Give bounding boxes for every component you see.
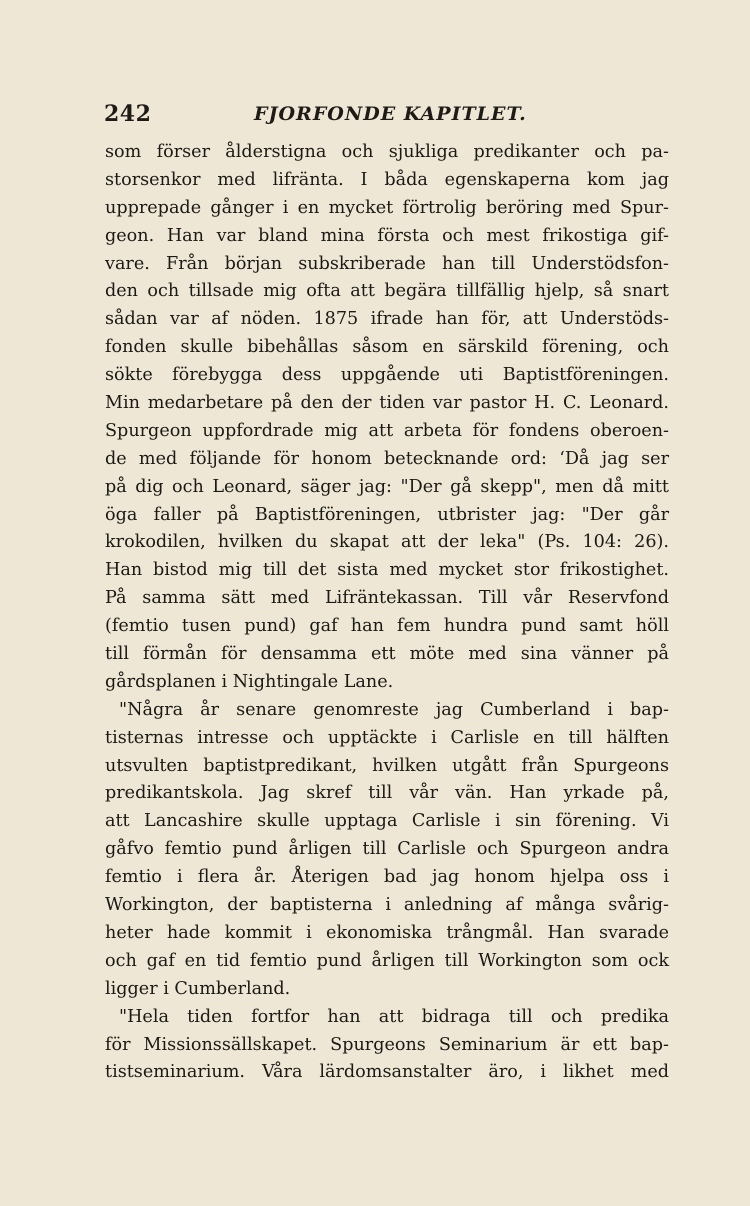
running-title: FJORFONDE KAPITLET.: [254, 103, 527, 125]
text-line: tistseminarium. Våra lärdomsanstalter äro, i likhet med: [105, 1062, 669, 1083]
page-header: [104, 101, 664, 133]
text-line: sådan var af nöden. 1875 ifrade han för, att Understöds-: [105, 309, 669, 330]
text-line: på dig och Leonard, säger jag: "Der gå skepp", men då mitt: [105, 476, 669, 497]
text-line: Han bistod mig till det sista med mycket stor frikostighet.: [105, 560, 669, 581]
text-line: de med följande för honom betecknande ord: ‘Då jag ser: [105, 448, 669, 469]
text-line: geon. Han var bland mina första och mest frikostiga gif-: [105, 225, 669, 246]
text-line: och gaf en tid femtio pund årligen till Workington som ock: [105, 950, 669, 971]
text-line: Spurgeon uppfordrade mig att arbeta för fondens oberoen-: [105, 420, 669, 441]
text-line: gårdsplanen i Nightingale Lane.: [105, 671, 394, 692]
text-line: till förmån för densamma ett möte med sina vänner på: [105, 644, 669, 665]
text-line: upprepade gånger i en mycket förtrolig beröring med Spur-: [105, 197, 669, 218]
text-line: Min medarbetare på den der tiden var pastor H. C. Leonard.: [105, 393, 669, 414]
text-line: sökte förebygga dess uppgående uti Baptistföreningen.: [105, 365, 669, 386]
text-line: "Hela tiden fortfor han att bidraga till och predika: [119, 1006, 669, 1027]
text-line: femtio i flera år. Återigen bad jag honom hjelpa oss i: [105, 867, 669, 888]
text-line: utsvulten baptistpredikant, hvilken utgått från Spurgeons: [105, 755, 669, 776]
text-line: tisternas intresse och upptäckte i Carlisle en till hälften: [105, 727, 669, 748]
text-line: heter hade kommit i ekonomiska trångmål. Han svarade: [105, 922, 669, 943]
text-line: ligger i Cumberland.: [105, 978, 291, 999]
text-line: På samma sätt med Lifräntekassan. Till vår Reservfond: [105, 588, 669, 609]
page-number: 242: [104, 101, 152, 127]
text-line: att Lancashire skulle upptaga Carlisle i sin förening. Vi: [105, 811, 669, 832]
text-line: för Missionssällskapet. Spurgeons Seminarium är ett bap-: [105, 1034, 669, 1055]
text-line: gåfvo femtio pund årligen till Carlisle och Spurgeon andra: [105, 839, 669, 860]
text-line: "Några år senare genomreste jag Cumberland i bap-: [119, 699, 669, 720]
text-line: fonden skulle bibehållas såsom en särskild förening, och: [105, 337, 669, 358]
text-line: predikantskola. Jag skref till vår vän. Han yrkade på,: [105, 783, 669, 804]
text-line: den och tillsade mig ofta att begära tillfällig hjelp, så snart: [105, 281, 669, 302]
text-line: Workington, der baptisterna i anledning af många svårig-: [105, 895, 669, 916]
text-line: storsenkor med lifränta. I båda egenskaperna kom jag: [105, 169, 669, 190]
text-line: öga faller på Baptistföreningen, utbrister jag: "Der går: [105, 504, 669, 525]
text-line: (femtio tusen pund) gaf han fem hundra pund samt höll: [105, 616, 669, 637]
text-line: krokodilen, hvilken du skapat att der leka" (Ps. 104: 26).: [105, 532, 669, 553]
text-line: vare. Från början subskriberade han till Understödsfon-: [105, 253, 669, 274]
body-text: [105, 139, 669, 1087]
text-line: som förser ålderstigna och sjukliga predikanter och pa-: [105, 142, 669, 162]
